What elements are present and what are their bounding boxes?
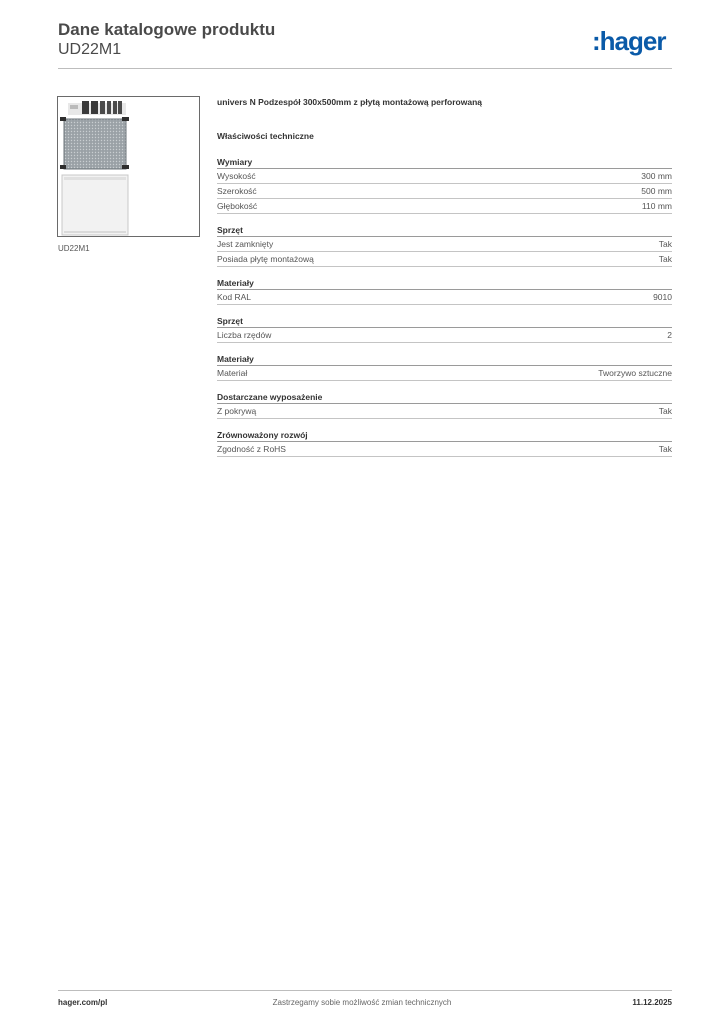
hager-logo [592, 26, 676, 58]
product-image [57, 96, 200, 237]
footer-divider [58, 990, 672, 991]
spec-label: Materiał [217, 368, 248, 378]
spec-row [217, 291, 672, 305]
spec-label: Głębokość [217, 201, 258, 211]
spec-value: Tak [658, 239, 672, 249]
spec-row [217, 329, 672, 343]
spec-row [217, 200, 672, 214]
footer-disclaimer: Zastrzegamy sobie możliwość zmian technicznych [272, 998, 452, 1007]
spec-row [217, 238, 672, 252]
page-title: Dane katalogowe produktu [58, 20, 276, 39]
spec-label: Zgodność z RoHS [217, 444, 286, 454]
image-caption: UD22M1 [58, 244, 90, 253]
section-title: Właściwości techniczne [217, 131, 314, 141]
spec-label: Posiada płytę montażową [217, 254, 314, 264]
spec-value: 9010 [653, 292, 672, 302]
spec-value: Tworzywo sztuczne [598, 368, 672, 378]
spec-row [217, 170, 672, 184]
group-title: Wymiary [217, 156, 672, 169]
spec-group-equipment-2 [217, 315, 672, 343]
product-code: UD22M1 [58, 41, 122, 58]
spec-label: Wysokość [217, 171, 256, 181]
spec-content [217, 96, 672, 457]
spec-value: 500 mm [641, 186, 672, 196]
spec-value: Tak [658, 444, 672, 454]
spec-label: Kod RAL [217, 292, 252, 302]
spec-group-equipment [217, 224, 672, 267]
spec-label: Szerokość [217, 186, 257, 196]
spec-value: 2 [667, 330, 672, 340]
group-title: Materiały [217, 353, 672, 366]
spec-value: 110 mm [641, 201, 672, 211]
spec-value: Tak [658, 254, 672, 264]
group-title: Sprzęt [217, 315, 672, 328]
spec-label: Liczba rzędów [217, 330, 272, 340]
footer-date: 11.12.2025 [632, 998, 672, 1007]
spec-row [217, 185, 672, 199]
logo-text: :hager [592, 26, 666, 56]
spec-row [217, 253, 672, 267]
header-divider [58, 68, 672, 69]
group-title: Zrównoważony rozwój [217, 429, 672, 442]
group-title: Sprzęt [217, 224, 672, 237]
spec-label: Jest zamknięty [217, 239, 274, 249]
spec-row [217, 367, 672, 381]
group-title: Materiały [217, 277, 672, 290]
product-name: univers N Podzespół 300x500mm z płytą montażową perforowaną [217, 97, 482, 107]
spec-value: Tak [658, 406, 672, 416]
spec-group-materials [217, 277, 672, 305]
footer-website-link[interactable]: hager.com/pl [58, 998, 108, 1007]
spec-group-materials-2 [217, 353, 672, 381]
group-title: Dostarczane wyposażenie [217, 391, 672, 404]
spec-row [217, 405, 672, 419]
spec-group-supplied-accessories [217, 391, 672, 419]
product-illustration [58, 97, 199, 236]
spec-group-dimensions [217, 156, 672, 214]
spec-value: 300 mm [641, 171, 672, 181]
spec-group-sustainability [217, 429, 672, 457]
spec-label: Z pokrywą [217, 406, 257, 416]
spec-row [217, 443, 672, 457]
